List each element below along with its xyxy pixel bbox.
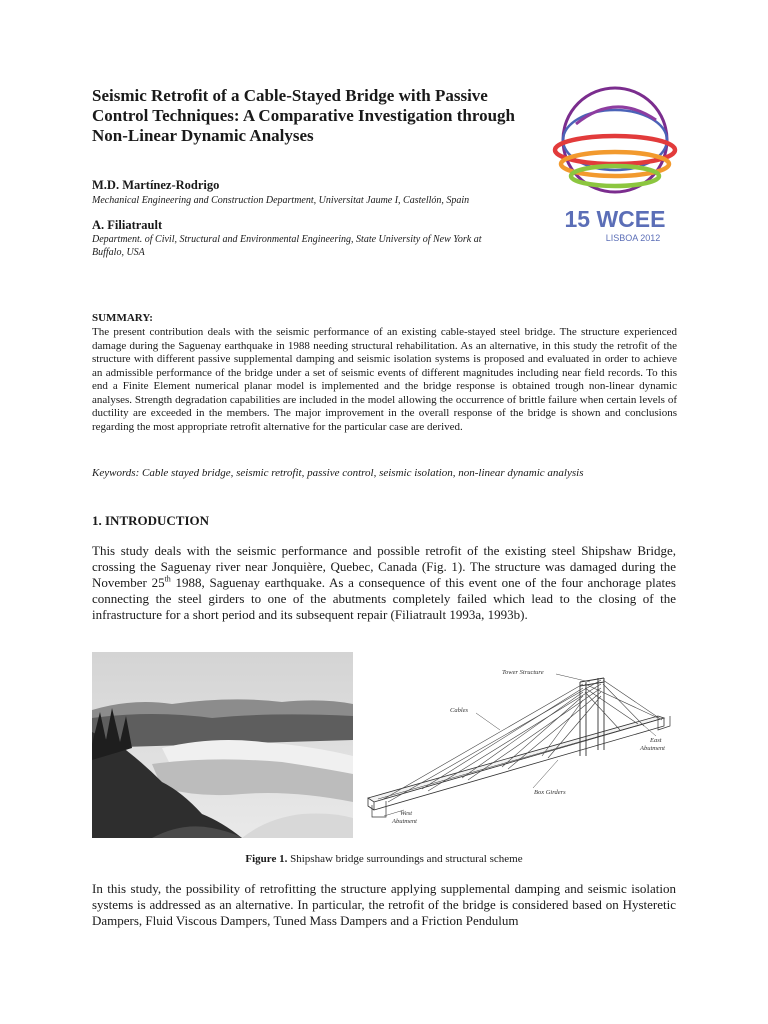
label-east-2: Abutment (640, 745, 665, 752)
structural-scheme-drawing (358, 660, 678, 830)
deck-drawing (368, 716, 670, 817)
figure-caption-text: Shipshaw bridge surroundings and structural scheme (287, 853, 523, 865)
figure-caption (0, 853, 768, 865)
logo-subtitle: LISBOA 2012 (605, 233, 661, 243)
intro-text-part1: This study deals with the seismic performance and possible retrofit of the existing steel Shipshaw Bridge, crossing the Saguenay river near Jonquière, Quebec, Canada (Fig. 1). The structure was damaged during the November 25 (92, 543, 676, 590)
label-tower-structure: Tower Structure (502, 669, 544, 676)
label-box-girders: Box Girders (534, 789, 566, 796)
intro-superscript: th (164, 574, 171, 584)
author-name-1: M.D. Martínez-Rodrigo (92, 178, 220, 192)
conference-logo (550, 62, 680, 252)
paper-title: Seismic Retrofit of a Cable-Stayed Bridge with Passive Control Techniques: A Comparative Investigation through Non-Linear Dynamic Analyses (92, 86, 516, 145)
label-east-1: East (650, 737, 662, 744)
section-heading: 1. INTRODUCTION (92, 513, 210, 528)
logo-name: 15 WCEE (564, 206, 666, 232)
label-west-1: West (400, 810, 413, 817)
author-affiliation-1: Mechanical Engineering and Construction Department, Universitat Jaume I, Castellón, Spain (92, 195, 470, 206)
logo-rings-icon (555, 88, 675, 192)
body-paragraph-2: In this study, the possibility of retrofitting the structure applying supplemental damping and seismic isolation systems is addressed as an alternative. In particular, the retrofit of the bridge is considered based on Hysteretic Dampers, Fluid Viscous Dampers, Tuned Mass Dampers and a Friction Pendulum (92, 881, 676, 928)
keywords: Keywords: Cable stayed bridge, seismic retrofit, passive control, seismic isolation, non-linear dynamic analysis (92, 467, 584, 479)
summary-heading: SUMMARY: (92, 312, 153, 324)
figure-label: Figure 1. (245, 853, 288, 865)
author-name-2: A. Filiatrault (92, 218, 163, 232)
label-cables: Cables (450, 707, 469, 714)
intro-text-part2: 1988, Saguenay earthquake. As a consequence of this event one of the four anchorage plates connecting the steel girders to one of the abutments completely failed which lead to the closing of the infrastructure for a short period and its subsequent repair (Filiatrault 1993a, 1993b). (92, 575, 676, 622)
intro-paragraph (92, 543, 676, 623)
summary-text: The present contribution deals with the seismic performance of an existing cable-stayed steel bridge. The structure experienced damage during the Saguenay earthquake in 1988 needing structural rehabilitation. As an alternative, in this study the retrofit of the structure with different passive supplemental damping and seismic isolation systems is proposed and evaluated in order to achieve an admissible performance of the bridge under a set of seismic events of different magnitudes including near field records. To this end a Finite Element numerical planar model is implemented and the bridge response is obtained trough non-linear dynamic analyses. Strength degradation capabilities are included in the model allowing the occurrence of brittle failure when certain levels of ductility are exceeded in the members. The major improvement in the overall response of the bridge is shown and conclusions regarding the most appropriate retrofit alternative for the particular case are derived. (92, 326, 677, 433)
bridge-surroundings-photo (92, 652, 353, 838)
author-affiliation-2: Department. of Civil, Structural and Environmental Engineering, State University of New York at Buffalo, USA (92, 234, 482, 258)
label-west-2: Abutment (392, 818, 417, 825)
